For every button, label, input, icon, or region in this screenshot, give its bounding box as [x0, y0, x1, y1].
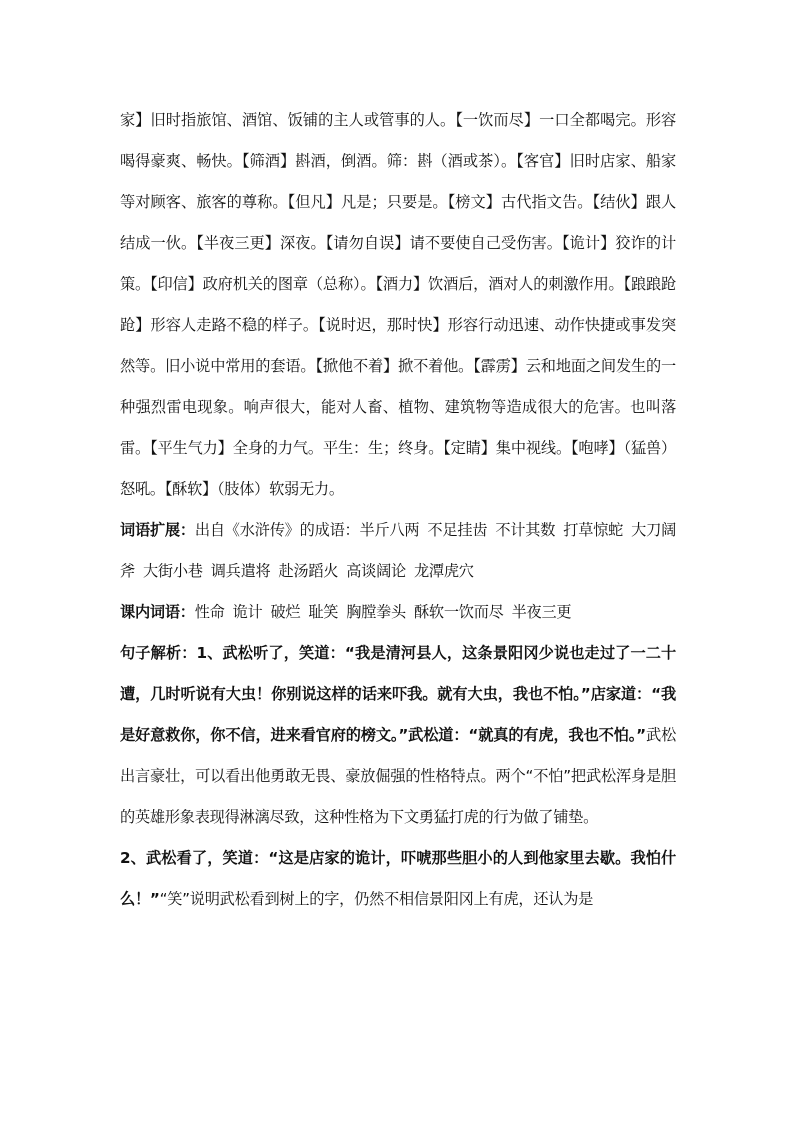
sentence-1-quote: 武松听了，笑道：“我是清河县人，这条景阳冈少说也走过了一二十遭，几时听说有大虫！你别说这样的话来吓我。就有大虫，我也不怕。”店家道：“我是好意救你，你不信，进来看官府的榜文。”武松道：“就真的有虎，我也不怕。”: [120, 644, 676, 744]
glossary-paragraph: 家】旧时指旅馆、酒馆、饭铺的主人或管事的人。【一饮而尽】一口全都喝完。形容喝得豪爽、畅快。【筛酒】斟酒，倒酒。筛：斟（酒或茶）。【客官】旧时店家、船家等对顾客、旅客的尊称。【但凡】凡是；只要是。【榜文】古代指文告。【结伙】跟人结成一伙。【半夜三更】深夜。【请勿自误】请不要使自己受伤害。【诡计】狡诈的计策。【印信】政府机关的图章（总称）。【酒力】饮酒后，酒对人的刺激作用。【踉踉跄跄】形容人走路不稳的样子。【说时迟，那时快】形容行动迅速、动作快捷或事发突然等。旧小说中常用的套语。【掀他不着】掀不着他。【霹雳】云和地面之间发生的一种强烈雷电现象。响声很大，能对人畜、植物、建筑物等造成很大的危害。也叫落雷。【平生气力】全身的力气。平生：生；终身。【定睛】集中视线。【咆哮】（猛兽）怒吼。【酥软】（肢体）软弱无力。: [120, 111, 676, 498]
list-word: 大街小巷: [142, 562, 203, 580]
list-word: 调兵遣将: [210, 562, 271, 580]
sentence-analysis-1: [120, 633, 676, 838]
list-word: 打草惊蛇: [563, 521, 624, 539]
list-word: 高谈阔论: [346, 562, 406, 580]
list-word: 赴汤蹈火: [278, 562, 339, 580]
list-word: 不计其数: [495, 521, 556, 539]
textbook-word-list: [195, 603, 572, 621]
list-word: 龙潭虎穴: [413, 562, 474, 580]
textbook-words-paragraph: [120, 592, 676, 633]
sentence-2-quote: 2、武松看了，笑道：“这是店家的诡计，吓唬那些胆小的人到他家里去歇。我怕什么！”: [120, 849, 676, 908]
list-word: 酥软一饮而尽: [413, 603, 504, 621]
list-word: 半斤八两: [359, 521, 420, 539]
sentence-2-analysis: “笑”说明武松看到树上的字，仍然不相信景阳冈上有虎，还认为是: [159, 890, 594, 908]
list-word: 胸膛拳头: [346, 603, 406, 621]
list-word: 大刀阔斧: [120, 521, 676, 580]
sentence-analysis-2: [120, 838, 676, 920]
list-word: 耻笑: [308, 603, 339, 621]
word-extension-label: 词语扩展：: [120, 521, 195, 539]
textbook-words-label: 课内词语：: [120, 603, 195, 621]
sentence-analysis-label: 句子解析：1、: [120, 644, 223, 662]
sentence-1-analysis: 武松出言豪壮，可以看出他勇敢无畏、豪放倔强的性格特点。两个“不怕”把武松浑身是胆的英雄形象表现得淋漓尽致，这种性格为下文勇猛打虎的行为做了铺垫。: [120, 726, 677, 826]
list-word: 半夜三更: [511, 603, 572, 621]
word-extension-paragraph: [120, 510, 676, 592]
list-word: 性命: [194, 603, 225, 621]
list-word: 破烂: [270, 603, 301, 621]
document-body: [120, 100, 676, 920]
list-word: 诡计: [232, 603, 263, 621]
word-extension-intro: 出自《水浒传》的成语：: [194, 521, 360, 539]
list-word: 不足挂齿: [427, 521, 488, 539]
